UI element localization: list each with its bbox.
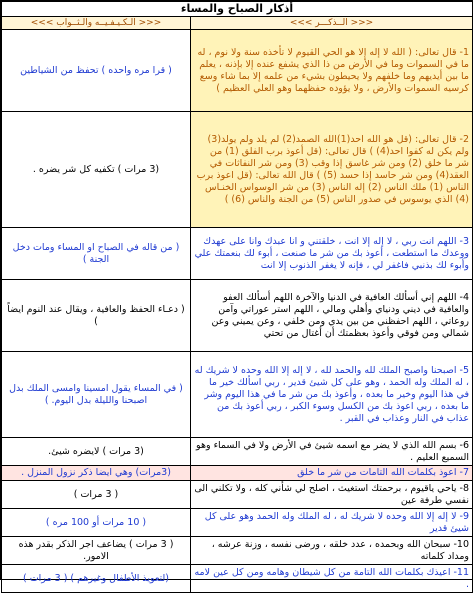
dhikr-cell: 10- سبحان الله وبحمده ، عدد خلقه ، ورضى نفسه ، وزنة عرشه ، ومداد كلماته	[191, 537, 473, 565]
benefit-cell: ( 3 مرات )	[2, 481, 191, 509]
dhikr-column-header: <<< الــذكـــر >>>	[191, 17, 473, 30]
table-row	[2, 481, 473, 509]
benefit-cell: (3مرات) وهي ايضا ذكر نزول المنزل .	[2, 466, 191, 481]
azkar-table	[1, 1, 473, 593]
dhikr-cell: 9- لا إله إلا الله وحده لا شريك له ، له الملك وله الحمد وهو على كل شيئ قدير	[191, 509, 473, 537]
table-row	[2, 537, 473, 565]
benefit-cell: ( قرا مره واحده ) تحفظ من الشياطين	[2, 30, 191, 112]
dhikr-cell: 4- اللهم إني أسألك العافية في الدنيا والآخرة اللهم أسألك العفو والعافية في ديني ودنياي وأهلي ومالي ، اللهم استر عوراتي وآمن روعاتي ، اللهم احفظني من بين يدي ومن خلفي ، وعن يميني وعن شمالي ومن فوقي وأعوذ بعظمتك أن أغتال من تحتي	[191, 280, 473, 352]
table-row	[2, 466, 473, 481]
benefit-cell: ( في المساء يقول امسينا وامسى الملك بدل اصبحنا والليلة بدل اليوم. )	[2, 352, 191, 438]
dhikr-cell: 5- اصبحنا واصبح الملك لله والحمد لله ، لا إله إلا الله وحده لا شريك له ، له الملك وله الحمد ، وهو على كل شيئ قدير ، ربي اسألك خير ما في هذا اليوم وخير ما بعده ، وأعوذ بك من شر ما في هذا اليوم وشر ما بعده ، ربي اعوذ بك من الكسل وسوء الكبر ، ربي أعوذ بك من عذاب في النار وعذاب في القبر .	[191, 352, 473, 438]
dhikr-cell: 1- قال تعالى: ( الله لا إله إلا هو الحي القيوم لا تأخذه سنة ولا نوم ، له ما في السموات وما في الأرض من ذا الذي يشفع عنده إلا بإذنه ، يعلم ما بين أيديهم وما خلفهم ولا يحيطون بشيء من علمه إلا بما شاء وسع كرسيه السموات والأرض ، ولا يؤوده حفظهما وهو العلي العظيم )	[191, 30, 473, 112]
benefit-cell: (3 مرات ) تكفيه كل شر يضره .	[2, 112, 191, 228]
table-row	[2, 30, 473, 112]
table-row	[2, 509, 473, 537]
dhikr-cell: 2- قال تعالى: (قل هو الله احد(1)الله الصمد(2) لم يلد ولم يولد(3) ولم يكن له كفوا احد(4) ) قال تعالى: (قل أعوذ برب الفلق (1) من شر ما خلق (2) ومن شر غاسق إذا وقب (3) ومن شر النفاثات في العقد(4) ومن شر حاسد إذا حسد (5) ) قال الله تعالى: (قل اعوذ برب الناس (1) ملك الناس (2) إله الناس (3) من شر الوسواس الخنـاس (4) الذي يوسوس في صدور الناس (5) من الجنة والناس (6) )	[191, 112, 473, 228]
benefit-cell: ( 3 مرات ) يضاعف اجر الذكر بقدر هذه الامور.	[2, 537, 191, 565]
benefit-column-header: <<< الـكـيـفـيــه والـثــواب >>>	[2, 17, 191, 30]
table-row	[2, 280, 473, 352]
benefit-cell: (3 مرات ) لايضره شيئ.	[2, 438, 191, 466]
benefit-cell: ( 10 مرات أو 100 مره )	[2, 509, 191, 537]
table-row	[2, 565, 473, 593]
table-row	[2, 112, 473, 228]
dhikr-cell: 6- بسم الله الذي لا يضر مع اسمه شيئ في الأرض ولا في السماء وهو السميع العليم .	[191, 438, 473, 466]
table-row	[2, 352, 473, 438]
benefit-cell: ( دعـاء الحفظ والعافية ، ويقال عند النوم ايضاً )	[2, 280, 191, 352]
dhikr-cell: 8- ياحي ياقيوم ، برحمتك استغيث ، اصلح لي شأني كله ، ولا تكلني الى نفسي طرفة عين	[191, 481, 473, 509]
table-row	[2, 228, 473, 280]
benefit-cell: (لتعويذ الأطفال وغيرهم ) ( 3 مرات )	[2, 565, 191, 593]
benefit-cell: ( من قاله في الصباح او المساء ومات دخل الجنة )	[2, 228, 191, 280]
dhikr-cell: 11- اعيذك بكلمات الله التامة من كل شيطان وهامه ومن كل عين لامه .	[191, 565, 473, 593]
dhikr-cell: 7- اعوذ بكلمات الله التامات من شر ما خلق	[191, 466, 473, 481]
dhikr-cell: 3- اللهم انت ربي ، لا إله إلا انت ، خلقتني و انا عبدك وانا على عهدك ووعدك ما استطعت ، أعوذ بك من شر ما صنعت ، أبوء لك بنعمتك علي وأبوء لك بذنبي فاغفر لي ، فإنه لا يغفر الذنوب إلا انت	[191, 228, 473, 280]
table-row	[2, 438, 473, 466]
page-title: أذكار الصباح والمساء	[2, 2, 473, 17]
